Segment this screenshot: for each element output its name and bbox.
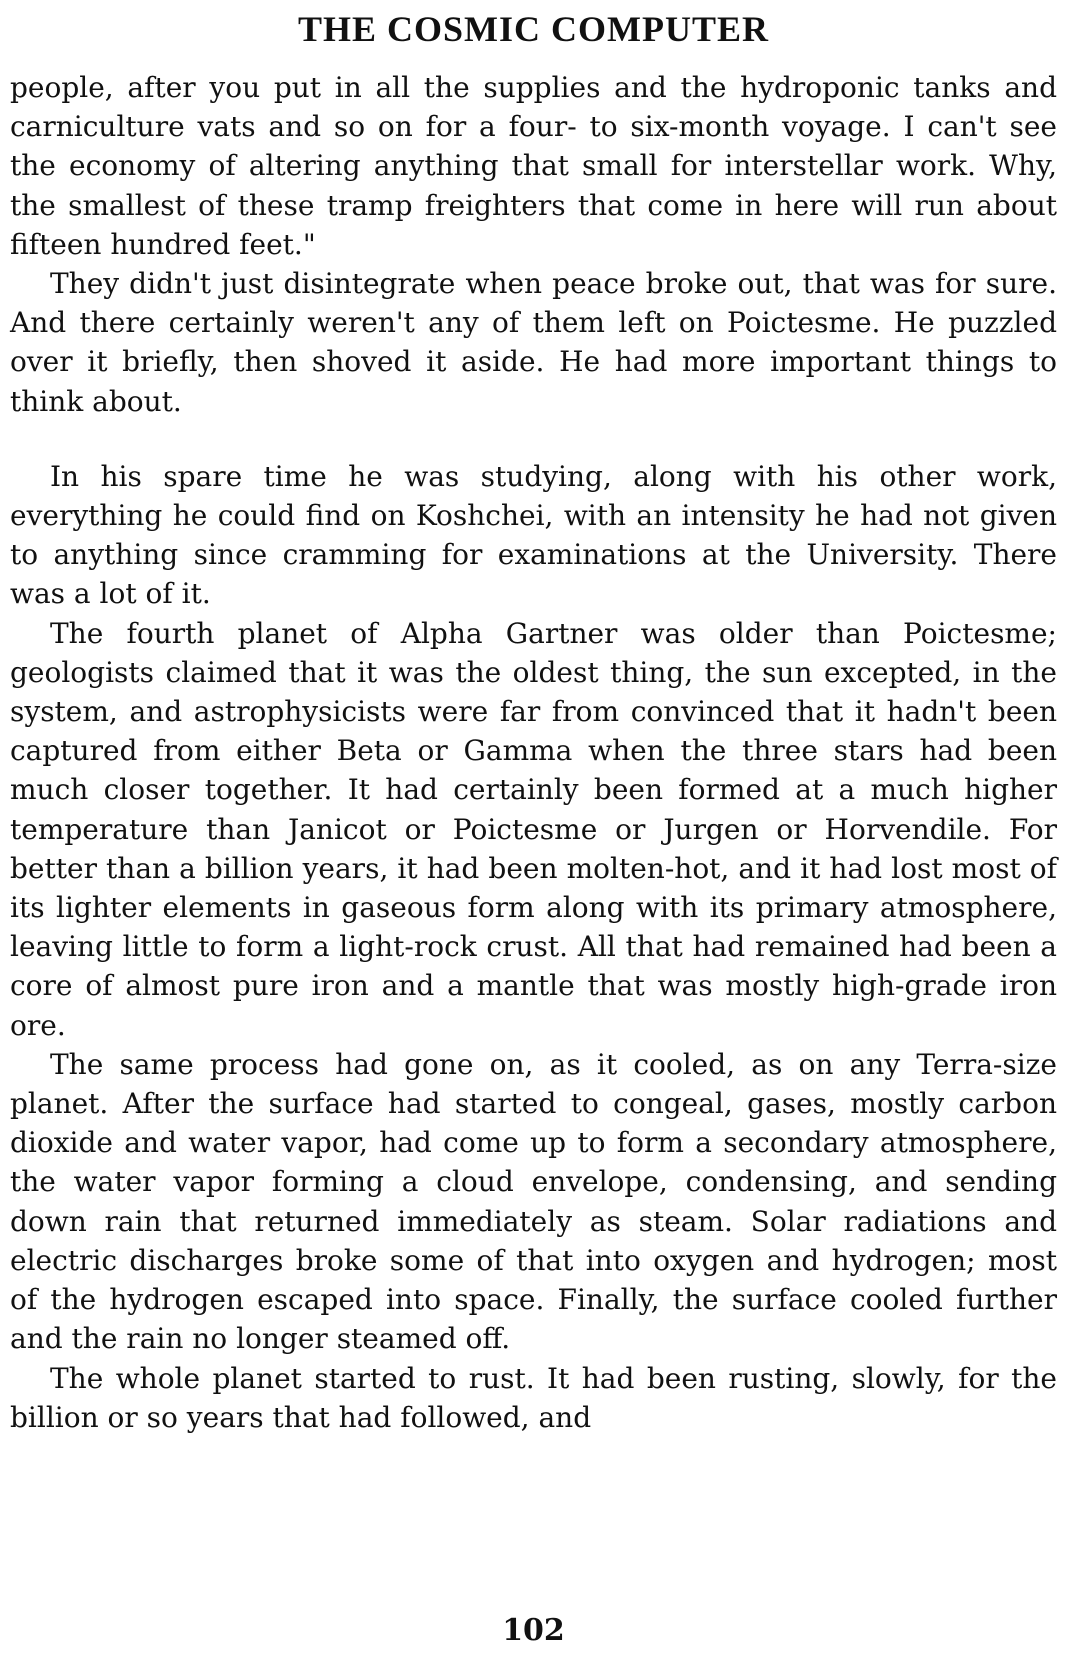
paragraph: The whole planet started to rust. It had been rusting, slowly, for the billion or so years that had followed, and [10, 1361, 1057, 1434]
paragraph: In his spare time he was studying, along with his other work, everything he could find on Koshchei, with an intensity he had not given to anything since cramming for examinations at the University. There was a lot of it. [10, 459, 1057, 611]
paragraph-continued: people, after you put in all the supplies and the hydroponic tanks and carniculture vats and so on for a four- to six-month voyage. I can't see the economy of altering anything that small for interstellar work. Why, the smallest of these tramp freighters that come in here will run about fifteen hundred feet." [10, 71, 1057, 261]
page-number: 102 [502, 1613, 565, 1648]
paragraph: They didn't just disintegrate when peace broke out, that was for sure. And there certainly weren't any of them left on Poictesme. He puzzled over it briefly, then shoved it aside. He had more important things to think about. [10, 267, 1057, 418]
book-page [10, 0, 1057, 1666]
paragraph: The fourth planet of Alpha Gartner was older than Poictesme; geologists claimed that it was the oldest thing, the sun excepted, in the system, and astrophysicists were far from convinced that it hadn't been captured from either Beta or Gamma when the three stars had been much closer together. It had certainly been formed at a much higher temperature than Janicot or Poictesme or Jurgen or Horvendile. For better than a billion years, it had been molten-hot, and it had lost most of its lighter elements in gaseous form along with its primary atmosphere, leaving little to form a light-rock crust. All that had remained had been a core of almost pure iron and a mantle that was mostly high-grade iron ore. [10, 616, 1057, 1042]
page-body [10, 68, 1057, 1437]
paragraph: The same process had gone on, as it cooled, as on any Terra-size planet. After the surface had started to congeal, gases, mostly carbon dioxide and water vapor, had come up to form a secondary atmosphere, the water vapor forming a cloud envelope, condensing, and sending down rain that returned immediately as steam. Solar radiations and electric discharges broke some of that into oxygen and hydrogen; most of the hydrogen escaped into space. Finally, the surface cooled further and the rain no longer steamed off. [10, 1047, 1057, 1356]
section-break [10, 421, 1057, 457]
running-head-title: THE COSMIC COMPUTER [297, 9, 770, 49]
